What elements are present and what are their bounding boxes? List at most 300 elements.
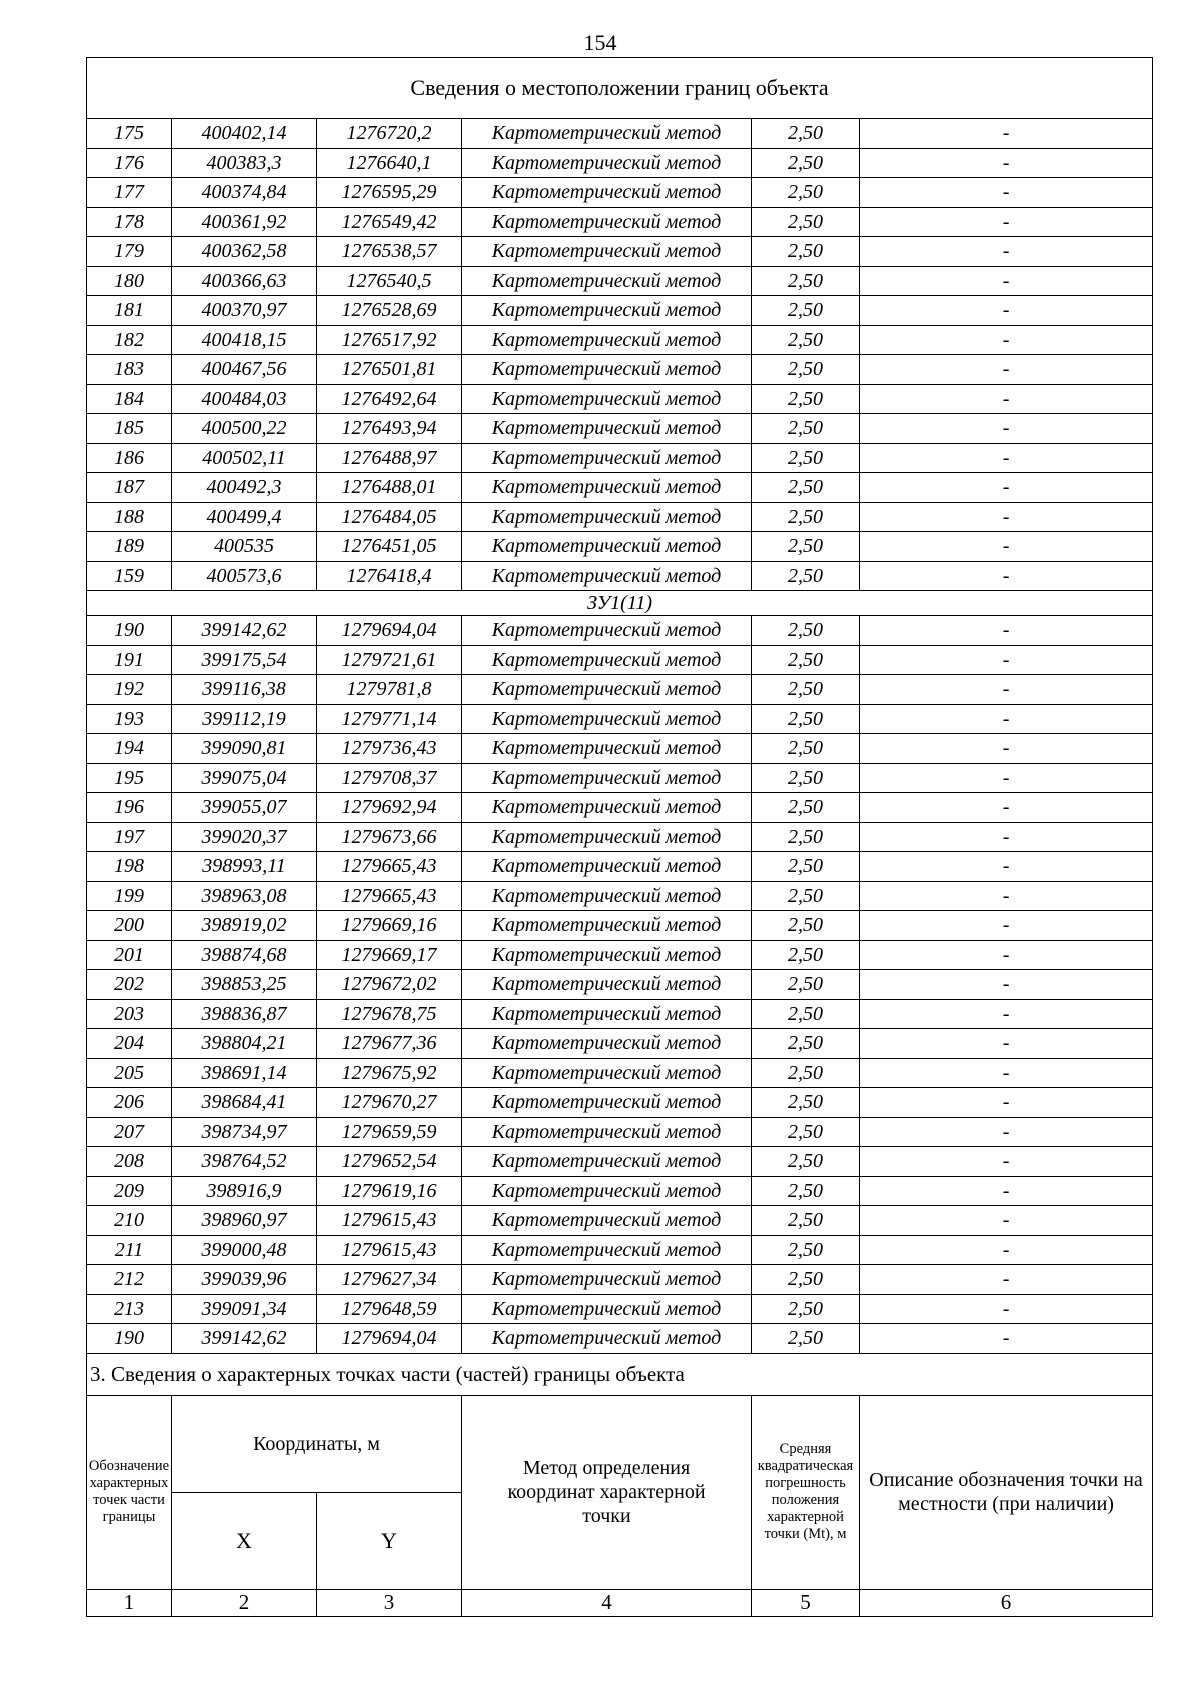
cell-point-number: 205 [87, 1058, 172, 1088]
cell-error: 2,50 [752, 1029, 860, 1059]
cell-point-number: 200 [87, 911, 172, 941]
table-row [87, 355, 1153, 385]
cell-y: 1279694,04 [317, 616, 462, 646]
cell-error: 2,50 [752, 443, 860, 473]
cell-x: 399020,37 [172, 822, 317, 852]
cell-method: Картометрический метод [462, 355, 752, 385]
cell-x: 398960,97 [172, 1206, 317, 1236]
cell-y: 1276493,94 [317, 414, 462, 444]
cell-method: Картометрический метод [462, 325, 752, 355]
cell-y: 1279615,43 [317, 1206, 462, 1236]
cell-point-number: 181 [87, 296, 172, 326]
cell-description: - [860, 1206, 1153, 1236]
cell-y: 1279665,43 [317, 881, 462, 911]
cell-method: Картометрический метод [462, 1235, 752, 1265]
cell-method: Картометрический метод [462, 207, 752, 237]
column-number: 1 [87, 1589, 172, 1616]
cell-error: 2,50 [752, 207, 860, 237]
cell-y: 1276528,69 [317, 296, 462, 326]
table-row [87, 999, 1153, 1029]
cell-method: Картометрический метод [462, 881, 752, 911]
cell-error: 2,50 [752, 940, 860, 970]
cell-method: Картометрический метод [462, 1088, 752, 1118]
cell-point-number: 184 [87, 384, 172, 414]
cell-error: 2,50 [752, 178, 860, 208]
cell-description: - [860, 822, 1153, 852]
cell-error: 2,50 [752, 1147, 860, 1177]
cell-y: 1279694,04 [317, 1324, 462, 1354]
cell-method: Картометрический метод [462, 237, 752, 267]
cell-description: - [860, 970, 1153, 1000]
cell-y: 1276488,01 [317, 473, 462, 503]
table-row [87, 734, 1153, 764]
cell-point-number: 179 [87, 237, 172, 267]
cell-y: 1276492,64 [317, 384, 462, 414]
table-row [87, 1265, 1153, 1295]
cell-description: - [860, 443, 1153, 473]
cell-description: - [860, 1176, 1153, 1206]
cell-y: 1279721,61 [317, 645, 462, 675]
cell-error: 2,50 [752, 881, 860, 911]
cell-error: 2,50 [752, 822, 860, 852]
cell-description: - [860, 355, 1153, 385]
cell-error: 2,50 [752, 763, 860, 793]
cell-x: 399090,81 [172, 734, 317, 764]
cell-x: 398836,87 [172, 999, 317, 1029]
cell-point-number: 193 [87, 704, 172, 734]
cell-point-number: 198 [87, 852, 172, 882]
cell-point-number: 178 [87, 207, 172, 237]
cell-error: 2,50 [752, 237, 860, 267]
cell-error: 2,50 [752, 704, 860, 734]
cell-x: 400366,63 [172, 266, 317, 296]
header-description: Описание обозначения точки на местности (при наличии) [860, 1395, 1153, 1589]
cell-point-number: 210 [87, 1206, 172, 1236]
table-row [87, 645, 1153, 675]
cell-point-number: 194 [87, 734, 172, 764]
cell-y: 1279615,43 [317, 1235, 462, 1265]
cell-description: - [860, 999, 1153, 1029]
cell-x: 399112,19 [172, 704, 317, 734]
cell-error: 2,50 [752, 325, 860, 355]
cell-error: 2,50 [752, 645, 860, 675]
table-row [87, 763, 1153, 793]
table-row [87, 822, 1153, 852]
header-error: Средняя квадратическая погрешность положения характерной точки (Mt), м [752, 1395, 860, 1589]
cell-point-number: 203 [87, 999, 172, 1029]
cell-description: - [860, 266, 1153, 296]
cell-point-number: 208 [87, 1147, 172, 1177]
cell-y: 1279670,27 [317, 1088, 462, 1118]
cell-x: 400402,14 [172, 119, 317, 149]
cell-error: 2,50 [752, 999, 860, 1029]
cell-point-number: 209 [87, 1176, 172, 1206]
cell-method: Картометрический метод [462, 1265, 752, 1295]
cell-method: Картометрический метод [462, 1147, 752, 1177]
cell-point-number: 197 [87, 822, 172, 852]
cell-y: 1279708,37 [317, 763, 462, 793]
table-row [87, 1206, 1153, 1236]
table-row [87, 1324, 1153, 1354]
cell-x: 398993,11 [172, 852, 317, 882]
table-row [87, 940, 1153, 970]
table-row [87, 384, 1153, 414]
cell-x: 399055,07 [172, 793, 317, 823]
cell-description: - [860, 852, 1153, 882]
cell-method: Картометрический метод [462, 1029, 752, 1059]
cell-error: 2,50 [752, 148, 860, 178]
column-number: 4 [462, 1589, 752, 1616]
boundary-table [86, 57, 1153, 1617]
column-number: 3 [317, 1589, 462, 1616]
table-row [87, 207, 1153, 237]
cell-method: Картометрический метод [462, 384, 752, 414]
table-title: Сведения о местоположении границ объекта [87, 58, 1153, 119]
table-row [87, 502, 1153, 532]
cell-x: 399142,62 [172, 1324, 317, 1354]
table-row [87, 704, 1153, 734]
cell-method: Картометрический метод [462, 940, 752, 970]
cell-x: 399000,48 [172, 1235, 317, 1265]
cell-description: - [860, 1294, 1153, 1324]
cell-point-number: 202 [87, 970, 172, 1000]
header-method: Метод определения координат характерной точки [462, 1395, 752, 1589]
cell-point-number: 183 [87, 355, 172, 385]
cell-x: 399039,96 [172, 1265, 317, 1295]
table-row [87, 473, 1153, 503]
cell-method: Картометрический метод [462, 675, 752, 705]
cell-description: - [860, 1029, 1153, 1059]
cell-description: - [860, 207, 1153, 237]
cell-method: Картометрический метод [462, 822, 752, 852]
cell-description: - [860, 645, 1153, 675]
cell-error: 2,50 [752, 1235, 860, 1265]
cell-method: Картометрический метод [462, 1324, 752, 1354]
cell-point-number: 189 [87, 532, 172, 562]
rows-part2 [87, 616, 1153, 1354]
cell-point-number: 196 [87, 793, 172, 823]
cell-description: - [860, 473, 1153, 503]
cell-description: - [860, 148, 1153, 178]
cell-description: - [860, 616, 1153, 646]
cell-error: 2,50 [752, 119, 860, 149]
table-row [87, 675, 1153, 705]
cell-y: 1276540,5 [317, 266, 462, 296]
cell-y: 1279619,16 [317, 1176, 462, 1206]
cell-method: Картометрический метод [462, 1294, 752, 1324]
cell-error: 2,50 [752, 793, 860, 823]
cell-x: 400484,03 [172, 384, 317, 414]
cell-point-number: 212 [87, 1265, 172, 1295]
cell-description: - [860, 1324, 1153, 1354]
cell-description: - [860, 763, 1153, 793]
table-row [87, 237, 1153, 267]
cell-error: 2,50 [752, 911, 860, 941]
cell-method: Картометрический метод [462, 645, 752, 675]
cell-point-number: 188 [87, 502, 172, 532]
cell-error: 2,50 [752, 1117, 860, 1147]
column-number-row [87, 1589, 1153, 1616]
section3-header-row [87, 1395, 1153, 1492]
cell-x: 399116,38 [172, 675, 317, 705]
cell-method: Картометрический метод [462, 266, 752, 296]
cell-y: 1279675,92 [317, 1058, 462, 1088]
cell-error: 2,50 [752, 970, 860, 1000]
table-row [87, 911, 1153, 941]
cell-method: Картометрический метод [462, 414, 752, 444]
cell-point-number: 199 [87, 881, 172, 911]
cell-error: 2,50 [752, 296, 860, 326]
table-row [87, 119, 1153, 149]
cell-description: - [860, 325, 1153, 355]
cell-x: 398853,25 [172, 970, 317, 1000]
cell-x: 400467,56 [172, 355, 317, 385]
cell-x: 399175,54 [172, 645, 317, 675]
cell-y: 1279781,8 [317, 675, 462, 705]
table-row [87, 1117, 1153, 1147]
cell-y: 1276549,42 [317, 207, 462, 237]
cell-description: - [860, 1235, 1153, 1265]
cell-error: 2,50 [752, 675, 860, 705]
cell-description: - [860, 675, 1153, 705]
cell-x: 399142,62 [172, 616, 317, 646]
cell-method: Картометрический метод [462, 561, 752, 591]
cell-x: 398684,41 [172, 1088, 317, 1118]
cell-method: Картометрический метод [462, 119, 752, 149]
cell-x: 400361,92 [172, 207, 317, 237]
cell-error: 2,50 [752, 473, 860, 503]
cell-point-number: 190 [87, 1324, 172, 1354]
cell-y: 1279627,34 [317, 1265, 462, 1295]
table-row [87, 296, 1153, 326]
cell-error: 2,50 [752, 355, 860, 385]
cell-method: Картометрический метод [462, 999, 752, 1029]
cell-y: 1276501,81 [317, 355, 462, 385]
table-row [87, 443, 1153, 473]
cell-y: 1276484,05 [317, 502, 462, 532]
cell-x: 400370,97 [172, 296, 317, 326]
cell-description: - [860, 561, 1153, 591]
table-row [87, 793, 1153, 823]
header-x: X [172, 1492, 317, 1589]
cell-method: Картометрический метод [462, 178, 752, 208]
table-row [87, 532, 1153, 562]
cell-description: - [860, 119, 1153, 149]
cell-x: 400502,11 [172, 443, 317, 473]
table-row [87, 1029, 1153, 1059]
cell-point-number: 176 [87, 148, 172, 178]
cell-x: 398691,14 [172, 1058, 317, 1088]
cell-y: 1279677,36 [317, 1029, 462, 1059]
page-number: 154 [583, 30, 617, 55]
cell-error: 2,50 [752, 1206, 860, 1236]
cell-x: 400418,15 [172, 325, 317, 355]
cell-description: - [860, 178, 1153, 208]
cell-error: 2,50 [752, 1324, 860, 1354]
cell-error: 2,50 [752, 1058, 860, 1088]
cell-description: - [860, 414, 1153, 444]
column-number: 2 [172, 1589, 317, 1616]
table-row [87, 414, 1153, 444]
cell-x: 398734,97 [172, 1117, 317, 1147]
cell-description: - [860, 1088, 1153, 1118]
cell-method: Картометрический метод [462, 443, 752, 473]
header-y: Y [317, 1492, 462, 1589]
cell-description: - [860, 881, 1153, 911]
cell-description: - [860, 502, 1153, 532]
cell-y: 1276640,1 [317, 148, 462, 178]
cell-description: - [860, 793, 1153, 823]
cell-point-number: 177 [87, 178, 172, 208]
cell-method: Картометрический метод [462, 852, 752, 882]
cell-method: Картометрический метод [462, 616, 752, 646]
cell-x: 400500,22 [172, 414, 317, 444]
cell-error: 2,50 [752, 1176, 860, 1206]
column-number: 6 [860, 1589, 1153, 1616]
cell-x: 398919,02 [172, 911, 317, 941]
table-row [87, 148, 1153, 178]
cell-point-number: 206 [87, 1088, 172, 1118]
section3-title: 3. Сведения о характерных точках части (частей) границы объекта [87, 1353, 1153, 1395]
cell-point-number: 192 [87, 675, 172, 705]
cell-x: 398963,08 [172, 881, 317, 911]
cell-error: 2,50 [752, 1088, 860, 1118]
section3-title-row [87, 1353, 1153, 1395]
table-row [87, 561, 1153, 591]
cell-x: 400499,4 [172, 502, 317, 532]
cell-error: 2,50 [752, 561, 860, 591]
cell-x: 400535 [172, 532, 317, 562]
cell-method: Картометрический метод [462, 1206, 752, 1236]
cell-point-number: 159 [87, 561, 172, 591]
cell-error: 2,50 [752, 1265, 860, 1295]
cell-x: 400383,3 [172, 148, 317, 178]
cell-y: 1279659,59 [317, 1117, 462, 1147]
table-row [87, 852, 1153, 882]
cell-method: Картометрический метод [462, 734, 752, 764]
table-row [87, 266, 1153, 296]
cell-y: 1279692,94 [317, 793, 462, 823]
cell-method: Картометрический метод [462, 502, 752, 532]
cell-point-number: 204 [87, 1029, 172, 1059]
subsection-label: ЗУ1(11) [87, 591, 1153, 616]
cell-description: - [860, 1117, 1153, 1147]
cell-y: 1279669,16 [317, 911, 462, 941]
cell-point-number: 180 [87, 266, 172, 296]
cell-point-number: 195 [87, 763, 172, 793]
cell-error: 2,50 [752, 384, 860, 414]
subsection-row [87, 591, 1153, 616]
cell-y: 1279669,17 [317, 940, 462, 970]
cell-point-number: 201 [87, 940, 172, 970]
cell-x: 400374,84 [172, 178, 317, 208]
cell-y: 1279673,66 [317, 822, 462, 852]
cell-error: 2,50 [752, 852, 860, 882]
cell-point-number: 213 [87, 1294, 172, 1324]
cell-y: 1279672,02 [317, 970, 462, 1000]
cell-description: - [860, 384, 1153, 414]
cell-method: Картометрический метод [462, 473, 752, 503]
cell-y: 1279665,43 [317, 852, 462, 882]
cell-method: Картометрический метод [462, 911, 752, 941]
cell-method: Картометрический метод [462, 1117, 752, 1147]
cell-method: Картометрический метод [462, 763, 752, 793]
cell-point-number: 187 [87, 473, 172, 503]
cell-y: 1276488,97 [317, 443, 462, 473]
cell-description: - [860, 532, 1153, 562]
cell-x: 400362,58 [172, 237, 317, 267]
table-row [87, 1147, 1153, 1177]
cell-y: 1276451,05 [317, 532, 462, 562]
cell-description: - [860, 704, 1153, 734]
table-title-row [87, 58, 1153, 119]
cell-description: - [860, 734, 1153, 764]
cell-point-number: 190 [87, 616, 172, 646]
cell-error: 2,50 [752, 616, 860, 646]
rows-part1 [87, 119, 1153, 591]
cell-y: 1279648,59 [317, 1294, 462, 1324]
table-row [87, 325, 1153, 355]
cell-y: 1279652,54 [317, 1147, 462, 1177]
cell-method: Картометрический метод [462, 793, 752, 823]
cell-point-number: 185 [87, 414, 172, 444]
table-row [87, 1235, 1153, 1265]
cell-y: 1279771,14 [317, 704, 462, 734]
cell-point-number: 186 [87, 443, 172, 473]
cell-error: 2,50 [752, 1294, 860, 1324]
cell-method: Картометрический метод [462, 1058, 752, 1088]
cell-x: 400573,6 [172, 561, 317, 591]
cell-description: - [860, 296, 1153, 326]
cell-point-number: 175 [87, 119, 172, 149]
table-row [87, 1058, 1153, 1088]
cell-method: Картометрический метод [462, 296, 752, 326]
cell-description: - [860, 1147, 1153, 1177]
cell-error: 2,50 [752, 414, 860, 444]
table-row [87, 1176, 1153, 1206]
table-row [87, 1088, 1153, 1118]
cell-x: 400492,3 [172, 473, 317, 503]
cell-point-number: 207 [87, 1117, 172, 1147]
cell-description: - [860, 237, 1153, 267]
table-row [87, 178, 1153, 208]
cell-method: Картометрический метод [462, 704, 752, 734]
cell-x: 399075,04 [172, 763, 317, 793]
cell-x: 398874,68 [172, 940, 317, 970]
header-coordinates: Координаты, м [172, 1395, 462, 1492]
cell-y: 1276595,29 [317, 178, 462, 208]
cell-point-number: 191 [87, 645, 172, 675]
table-row [87, 616, 1153, 646]
cell-description: - [860, 940, 1153, 970]
cell-description: - [860, 911, 1153, 941]
cell-description: - [860, 1058, 1153, 1088]
cell-method: Картометрический метод [462, 970, 752, 1000]
cell-y: 1276538,57 [317, 237, 462, 267]
cell-x: 398764,52 [172, 1147, 317, 1177]
cell-y: 1276418,4 [317, 561, 462, 591]
table-row [87, 1294, 1153, 1324]
cell-y: 1279736,43 [317, 734, 462, 764]
cell-x: 399091,34 [172, 1294, 317, 1324]
cell-point-number: 211 [87, 1235, 172, 1265]
cell-error: 2,50 [752, 266, 860, 296]
cell-method: Картометрический метод [462, 148, 752, 178]
cell-x: 398804,21 [172, 1029, 317, 1059]
cell-y: 1276720,2 [317, 119, 462, 149]
table-row [87, 881, 1153, 911]
cell-description: - [860, 1265, 1153, 1295]
